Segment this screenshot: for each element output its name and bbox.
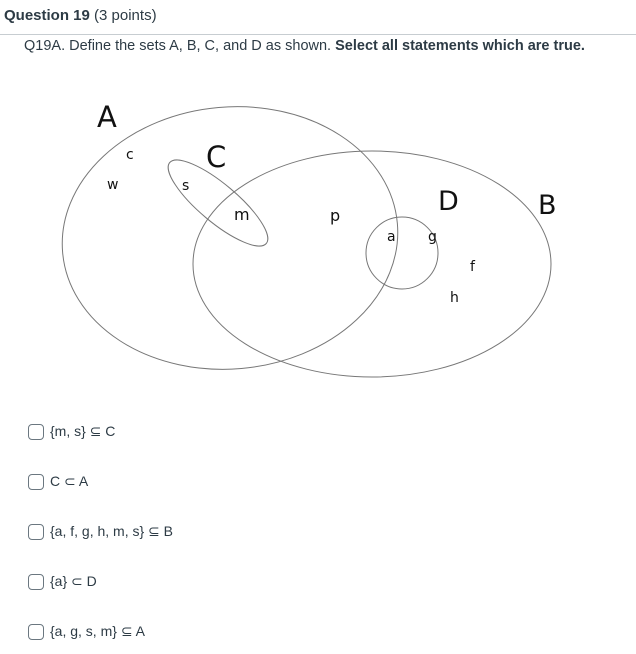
element-s: s — [182, 178, 190, 194]
label-set-c: C — [206, 140, 227, 174]
element-w: w — [107, 177, 119, 193]
element-h: h — [450, 290, 459, 306]
element-g: g — [428, 229, 437, 245]
option-2[interactable] — [28, 473, 88, 490]
option-1-checkbox[interactable] — [28, 424, 44, 440]
option-1-label: {m, s} ⊆ C — [50, 423, 116, 439]
set-a-ellipse — [51, 93, 409, 383]
prompt-text: Q19A. Define the sets A, B, C, and D as shown. — [24, 38, 332, 54]
option-3-label: {a, f, g, h, m, s} ⊆ B — [50, 523, 174, 539]
element-c: c — [126, 147, 134, 163]
set-d-circle — [366, 217, 438, 289]
element-m: m — [234, 205, 250, 224]
label-set-a: A — [97, 100, 117, 134]
question-number: Question 19 — [4, 7, 90, 24]
option-3-checkbox[interactable] — [28, 524, 44, 540]
option-4-checkbox[interactable] — [28, 574, 44, 590]
question-prompt — [24, 38, 585, 54]
element-a: a — [387, 229, 396, 245]
option-1[interactable] — [28, 423, 115, 440]
label-set-d: D — [438, 186, 459, 217]
prompt-emphasis: Select all statements which are true. — [335, 38, 585, 54]
element-f: f — [470, 259, 475, 275]
option-2-label: C ⊂ A — [50, 473, 89, 489]
set-b-ellipse — [193, 151, 551, 377]
question-points: (3 points) — [94, 7, 157, 24]
option-2-checkbox[interactable] — [28, 474, 44, 490]
label-set-b: B — [538, 190, 557, 221]
option-5[interactable] — [28, 623, 145, 640]
question-header — [0, 0, 636, 35]
question-title — [4, 7, 157, 24]
option-4[interactable] — [28, 573, 97, 590]
option-5-checkbox[interactable] — [28, 624, 44, 640]
option-3[interactable] — [28, 523, 173, 540]
element-p: p — [330, 206, 341, 225]
venn-diagram — [0, 80, 636, 400]
option-5-label: {a, g, s, m} ⊆ A — [50, 623, 145, 639]
option-4-label: {a} ⊂ D — [50, 573, 97, 589]
